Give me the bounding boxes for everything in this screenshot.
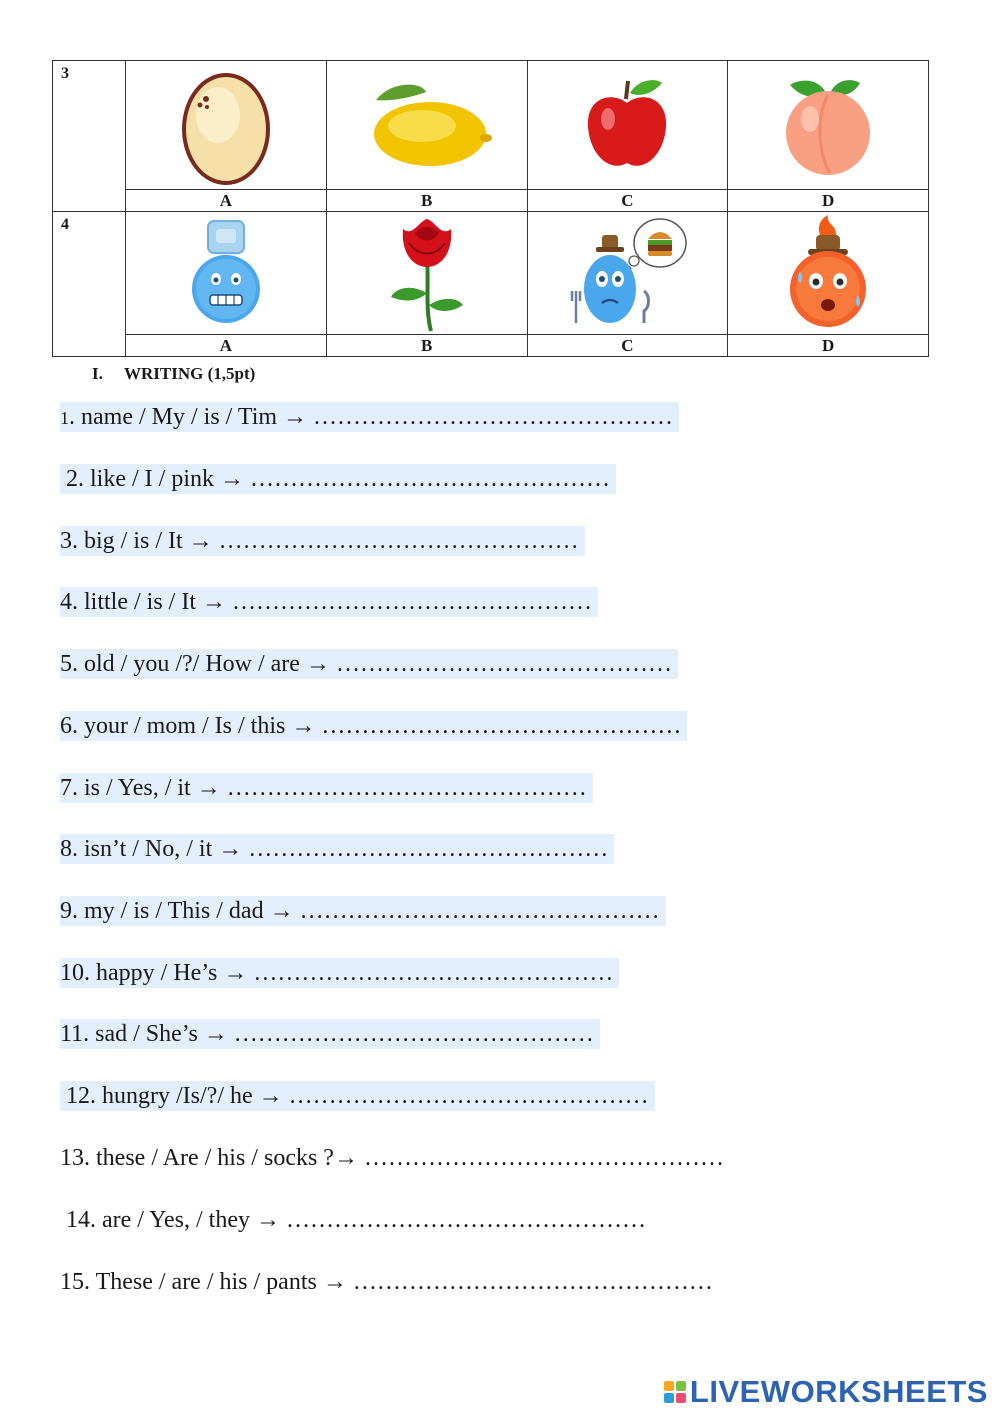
option-label: B xyxy=(326,335,527,357)
logo-icon xyxy=(664,1381,686,1403)
item-text: 7. is / Yes, / it → ……………………………………… xyxy=(60,775,587,801)
item-text: 12. hungry /Is/?/ he → ……………………………………… xyxy=(60,1083,649,1109)
option-label: C xyxy=(527,190,728,212)
writing-item-6[interactable] xyxy=(60,711,687,741)
item-text: 4. little / is / It → ……………………………………… xyxy=(60,589,592,615)
writing-item-7[interactable] xyxy=(60,773,593,803)
writing-item-9[interactable] xyxy=(60,896,666,926)
item-number: 1 xyxy=(60,408,69,428)
cold-emoji-icon xyxy=(186,217,266,329)
item-text: 8. isn’t / No, / it → ……………………………………… xyxy=(60,836,609,862)
item-text: 13. these / Are / his / socks ?→ ……………………………………… xyxy=(60,1145,724,1171)
brand-name: LIVEWORKSHEETS xyxy=(689,1374,988,1409)
writing-item-3[interactable] xyxy=(60,526,585,556)
option-label: A xyxy=(126,190,327,212)
option-label: C xyxy=(527,335,728,357)
hungry-emoji-picture xyxy=(527,212,728,335)
item-text: 6. your / mom / Is / this → ……………………………………… xyxy=(60,713,682,739)
row-number: 3 xyxy=(53,61,126,212)
rose-icon xyxy=(385,213,469,333)
item-text: 2. like / I / pink → ……………………………………… xyxy=(60,466,610,492)
option-label: D xyxy=(728,335,929,357)
item-text: 9. my / is / This / dad → ……………………………………… xyxy=(60,898,660,924)
writing-item-14 xyxy=(60,1205,652,1235)
item-text: 10. happy / He’s → ……………………………………… xyxy=(60,960,614,986)
writing-item-12[interactable] xyxy=(60,1081,655,1111)
writing-item-11[interactable] xyxy=(60,1019,600,1049)
egg-icon xyxy=(176,63,276,187)
egg-picture xyxy=(126,61,327,190)
writing-item-1[interactable] xyxy=(60,402,679,432)
item-text: 14. are / Yes, / they → ……………………………………… xyxy=(60,1207,646,1233)
peach-icon xyxy=(778,73,878,177)
option-label: B xyxy=(326,190,527,212)
option-label: D xyxy=(728,190,929,212)
rose-picture xyxy=(326,212,527,335)
lemon-icon xyxy=(362,80,492,170)
section-title: WRITING (1,5pt) xyxy=(124,364,256,383)
section-heading xyxy=(92,364,255,384)
picture-table xyxy=(52,60,929,357)
option-label: A xyxy=(126,335,327,357)
item-text: 15. These / are / his / pants → ……………………………………… xyxy=(60,1269,713,1295)
writing-item-10[interactable] xyxy=(60,958,619,988)
row-number: 4 xyxy=(53,212,126,357)
writing-item-4[interactable] xyxy=(60,587,598,617)
writing-item-13 xyxy=(60,1143,730,1173)
writing-item-2[interactable] xyxy=(60,464,616,494)
lemon-picture xyxy=(326,61,527,190)
peach-picture xyxy=(728,61,929,190)
apple-icon xyxy=(582,75,672,175)
liveworksheets-logo xyxy=(664,1374,988,1410)
writing-item-15 xyxy=(60,1267,719,1297)
hungry-emoji-icon xyxy=(562,215,692,331)
item-text: 3. big / is / It → ……………………………………… xyxy=(60,528,579,554)
hot-emoji-picture xyxy=(728,212,929,335)
item-text: 5. old / you /?/ How / are → …………………………………… xyxy=(60,651,672,677)
writing-item-5[interactable] xyxy=(60,649,678,679)
hot-emoji-icon xyxy=(780,215,876,331)
item-text: 11. sad / She’s → ……………………………………… xyxy=(60,1021,594,1047)
section-numeral: I. xyxy=(92,364,103,383)
writing-item-8[interactable] xyxy=(60,834,614,864)
item-text: . name / My / is / Tim → ……………………………………… xyxy=(69,404,674,430)
apple-picture xyxy=(527,61,728,190)
cold-emoji-picture xyxy=(126,212,327,335)
